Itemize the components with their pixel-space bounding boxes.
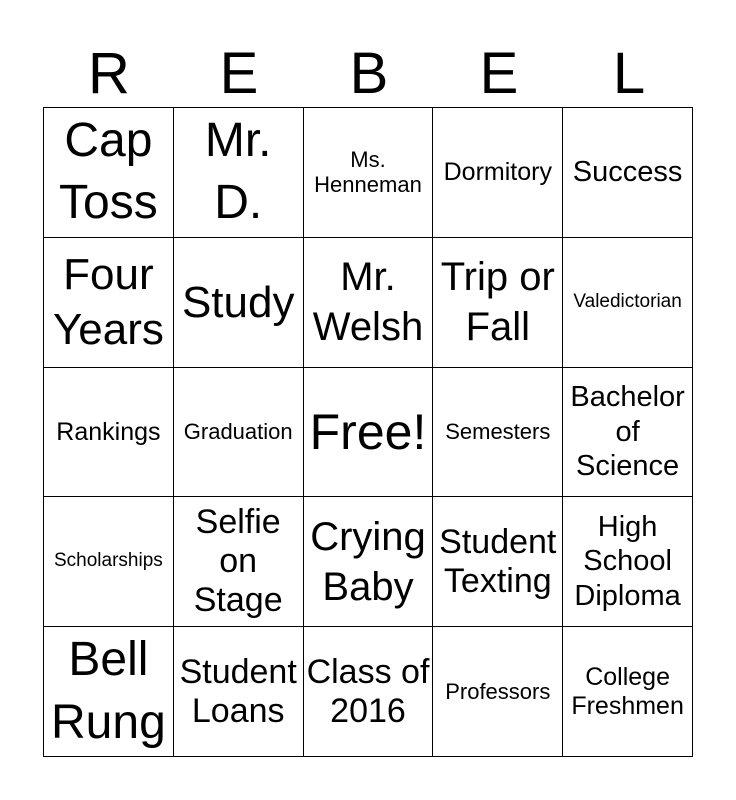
cell-text: College Freshmen — [571, 662, 684, 720]
cell-text: Ms. Henneman — [314, 147, 422, 198]
cell-text: Graduation — [183, 419, 293, 445]
bingo-cell[interactable] — [174, 108, 304, 238]
bingo-cell[interactable] — [44, 497, 174, 627]
cell-text: Mr. D. — [204, 114, 272, 230]
cell-text: Scholarships — [54, 550, 163, 572]
cell-text: Crying Baby — [310, 514, 426, 609]
header-letter-l: L — [612, 41, 646, 106]
header-letter-r: R — [88, 41, 130, 106]
bingo-cell[interactable] — [433, 238, 563, 368]
cell-text: Dormitory — [443, 158, 552, 187]
cell-text: Student Texting — [439, 522, 557, 600]
cell-text: High School Diploma — [574, 510, 681, 613]
cell-text: Bachelor of Science — [570, 380, 685, 483]
bingo-cell[interactable] — [563, 108, 693, 238]
bingo-cell[interactable] — [44, 108, 174, 238]
cell-text: Trip or Fall — [440, 255, 555, 350]
cell-text: Cap Toss — [59, 114, 158, 230]
cell-text: Free! — [309, 403, 427, 460]
bingo-cell[interactable] — [304, 627, 434, 757]
bingo-cell[interactable] — [563, 368, 693, 498]
cell-text: Valedictorian — [573, 290, 682, 312]
bingo-cell[interactable] — [304, 108, 434, 238]
bingo-cell[interactable] — [563, 238, 693, 368]
bingo-cell[interactable] — [563, 627, 693, 757]
header-letter-e: E — [219, 41, 259, 106]
cell-text: Student Loans — [179, 652, 297, 730]
cell-text: Bell Rung — [51, 633, 166, 749]
bingo-cell[interactable] — [433, 368, 563, 498]
cell-text: Rankings — [56, 417, 161, 446]
bingo-cell[interactable] — [433, 108, 563, 238]
bingo-cell[interactable] — [174, 368, 304, 498]
cell-text: Success — [572, 156, 683, 188]
cell-text: Four Years — [52, 250, 164, 355]
bingo-cell[interactable] — [304, 497, 434, 627]
bingo-cell[interactable] — [433, 497, 563, 627]
bingo-cell[interactable] — [433, 627, 563, 757]
bingo-cell[interactable] — [174, 238, 304, 368]
bingo-cell[interactable] — [174, 497, 304, 627]
cell-text: Professors — [445, 678, 551, 704]
bingo-header — [44, 40, 694, 108]
bingo-cell[interactable] — [563, 497, 693, 627]
cell-text: Mr. Welsh — [312, 255, 424, 350]
cell-text: Selfie on Stage — [193, 503, 283, 620]
bingo-cell[interactable] — [44, 627, 174, 757]
bingo-cell[interactable] — [174, 627, 304, 757]
bingo-board — [43, 107, 693, 757]
bingo-cell[interactable] — [44, 238, 174, 368]
bingo-cell[interactable] — [44, 368, 174, 498]
free-space[interactable] — [304, 368, 434, 498]
header-letter-b: B — [349, 41, 389, 106]
cell-text: Semesters — [445, 419, 551, 445]
cell-text: Study — [181, 277, 295, 327]
bingo-cell[interactable] — [304, 238, 434, 368]
cell-text: Class of 2016 — [306, 652, 430, 730]
header-letter-e-2: E — [479, 41, 519, 106]
